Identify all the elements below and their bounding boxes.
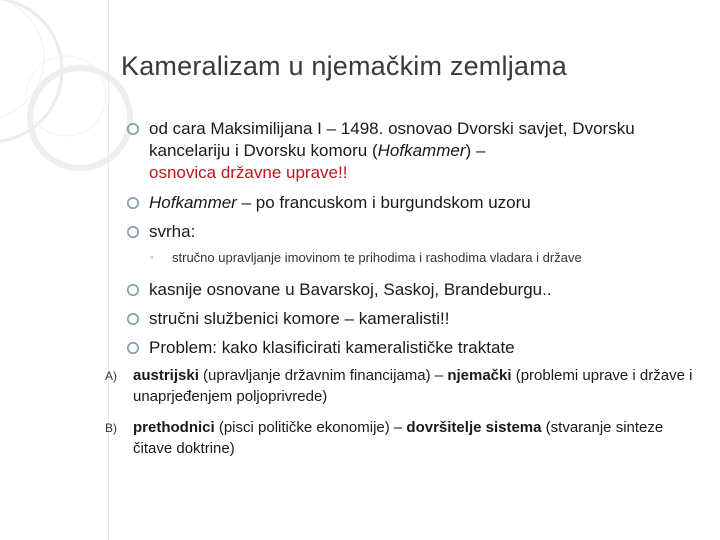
lettered-item	[105, 365, 706, 407]
sub-bullet-text: stručno upravljanje imovinom te prihodima i rashodima vladara i države	[172, 250, 582, 265]
item-label: A)	[105, 369, 117, 383]
bullet-item	[126, 118, 706, 184]
lettered-text: (stvaranje sinteze čitave doktrine)	[133, 419, 664, 457]
bullet-text: od cara Maksimilijana I – 1498. osnovao Dvorski savjet, Dvorsku kancelariju i Dvorsku komoru (	[149, 119, 635, 160]
lettered-bold-text: austrijski	[133, 367, 199, 384]
lettered-text: (upravljanje državnim financijama) –	[198, 367, 448, 384]
ring-bullet-icon	[126, 122, 140, 136]
bullet-item	[126, 279, 706, 301]
bullet-item	[126, 337, 706, 359]
bullet-text: stručni službenici komore – kameralisti!!	[149, 309, 450, 328]
ring-bullet-icon	[126, 283, 140, 297]
bullet-text: ) –	[465, 141, 486, 160]
lettered-bold-text: prethodnici	[133, 419, 215, 436]
lettered-item	[105, 417, 706, 459]
bullet-text: kasnije osnovane u Bavarskoj, Saskoj, Brandeburgu..	[149, 280, 552, 299]
bullet-text: svrha:	[149, 222, 196, 241]
slide-title: Kameralizam u njemačkim zemljama	[121, 51, 568, 81]
bullet-highlight-text: osnovica državne uprave!!	[149, 163, 348, 182]
slide-content	[105, 118, 706, 459]
bullet-item	[126, 192, 706, 214]
ring-bullet-icon	[126, 341, 140, 355]
ring-bullet-icon	[126, 196, 140, 210]
bullet-text: – po francuskom i burgundskom uzoru	[236, 193, 531, 212]
ring-bullet-icon	[126, 312, 140, 326]
lettered-text: (pisci političke ekonomije) –	[214, 419, 407, 436]
lettered-bold-text: njemački	[447, 367, 512, 384]
bullet-item	[126, 221, 706, 243]
bullet-item	[126, 308, 706, 330]
bullet-italic-text: Hofkammer	[377, 141, 466, 160]
bullet-text: Problem: kako klasificirati kameralističke traktate	[149, 338, 515, 357]
ring-bullet-icon	[126, 225, 140, 239]
small-circle-bullet-icon: ◦	[150, 252, 154, 264]
item-label: B)	[105, 421, 117, 435]
lettered-text: (problemi uprave i države i unaprjeđenjem poljoprivrede)	[133, 367, 693, 405]
decorative-vertical-line	[108, 0, 109, 540]
sub-bullet-item	[126, 249, 706, 267]
lettered-bold-text: dovršitelje sistema	[406, 419, 542, 436]
bullet-italic-text: Hofkammer	[149, 193, 237, 212]
